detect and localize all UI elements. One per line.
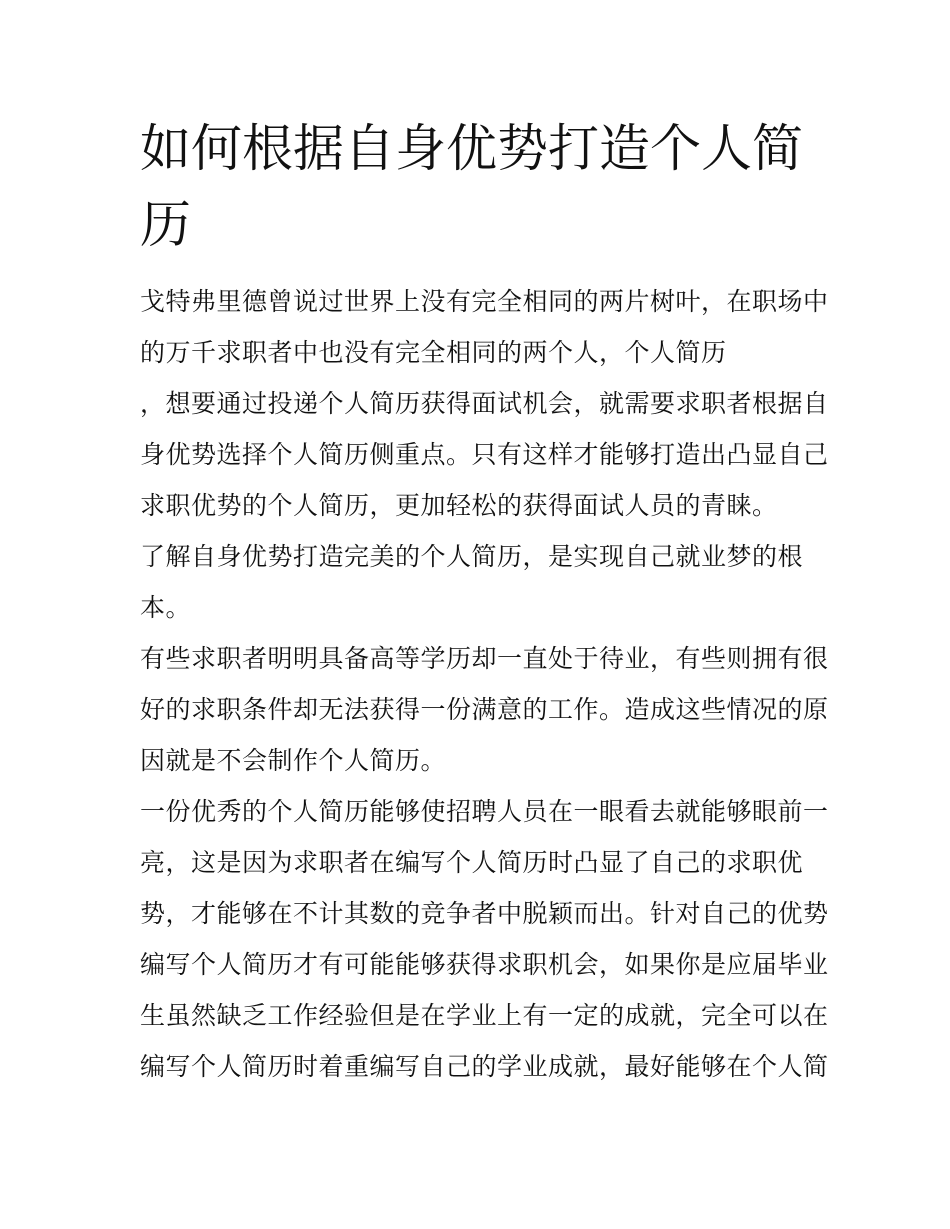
text-line: 亮，这是因为求职者在编写个人简历时凸显了自己的求职优 — [140, 848, 804, 877]
text-line: 编写个人简历才有可能能够获得求职机会，如果你是应届毕业 — [140, 950, 829, 979]
paragraph-1 — [140, 276, 829, 531]
text-line: 势，才能够在不计其数的竞争者中脱颖而出。针对自己的优势 — [140, 899, 829, 928]
text-line: 有些求职者明明具备高等学历却一直处于待业，有些则拥有很 — [140, 644, 829, 673]
title-line: 历 — [140, 196, 192, 255]
text-line: 本。 — [140, 593, 192, 622]
paragraph-4 — [140, 786, 829, 1092]
text-line: 生虽然缺乏工作经验但是在学业上有一定的成就，完全可以在 — [140, 1001, 829, 1030]
title-line: 如何根据自身优势打造个人简 — [140, 120, 804, 179]
text-line: 了解自身优势打造完美的个人简历，是实现自己就业梦的根 — [140, 542, 804, 571]
document-title — [140, 112, 820, 264]
text-line: 编写个人简历时着重编写自己的学业成就，最好能够在个人简 — [140, 1052, 829, 1081]
text-line: 身优势选择个人简历侧重点。只有这样才能够打造出凸显自己 — [140, 440, 829, 469]
document-body — [140, 276, 829, 1092]
text-line: 因就是不会制作个人简历。 — [140, 746, 447, 775]
text-line: 的万千求职者中也没有完全相同的两个人，个人简历 — [140, 338, 727, 367]
text-line: ，想要通过投递个人简历获得面试机会，就需要求职者根据自 — [140, 389, 829, 418]
paragraph-2 — [140, 531, 820, 633]
text-line: 一份优秀的个人简历能够使招聘人员在一眼看去就能够眼前一 — [140, 797, 829, 826]
text-line: 好的求职条件却无法获得一份满意的工作。造成这些情况的原 — [140, 695, 829, 724]
paragraph-3 — [140, 633, 829, 786]
text-line: 戈特弗里德曾说过世界上没有完全相同的两片树叶，在职场中 — [140, 287, 829, 316]
text-line: 求职优势的个人简历，更加轻松的获得面试人员的青睐。 — [140, 491, 778, 520]
